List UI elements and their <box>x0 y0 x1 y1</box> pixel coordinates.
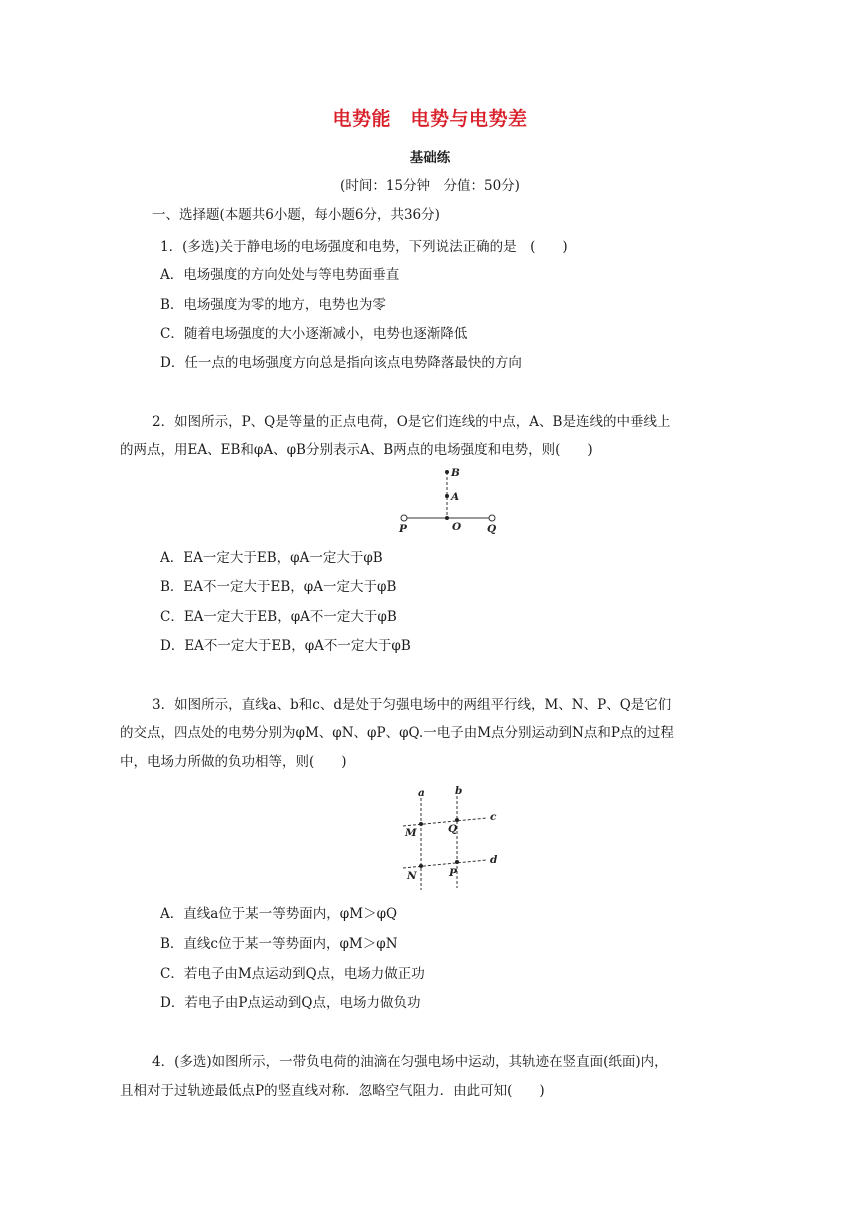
section-heading: 一、选择题(本题共6小题，每小题6分，共36分) <box>152 207 440 223</box>
label-q: Q <box>487 523 497 535</box>
point-o <box>445 516 449 520</box>
q2-stem-line1: 2．如图所示，P、Q是等量的正点电荷，O是它们连线的中点，A、B是连线的中垂线上 <box>152 414 671 430</box>
q2-figure <box>390 462 510 538</box>
q3-option-a: A．直线a位于某一等势面内，φM＞φQ <box>160 906 398 922</box>
q3-stem-line1: 3．如图所示，直线a、b和c、d是处于匀强电场中的两组平行线，M、N、P、Q是它们 <box>152 697 672 713</box>
q2-option-c: C．EA一定大于EB，φA不一定大于φB <box>160 609 397 625</box>
q2-option-a: A．EA一定大于EB，φA一定大于φB <box>160 550 383 566</box>
q3-option-d: D．若电子由P点运动到Q点，电场力做负功 <box>160 995 421 1011</box>
charge-p <box>401 515 407 521</box>
q3-stem-line2: 的交点，四点处的电势分别为φM、φN、φP、φQ.一电子由M点分别运动到N点和P点的过程 <box>120 725 674 741</box>
point-b <box>445 470 449 474</box>
q1-option-d: D．任一点的电场强度方向总是指向该点电势降落最快的方向 <box>160 355 522 371</box>
time-score-info: (时间：15分钟 分值：50分) <box>340 178 520 194</box>
label-b: B <box>451 467 460 479</box>
point-q <box>455 818 459 822</box>
label-n: N <box>407 870 417 882</box>
q3-figure <box>395 784 505 892</box>
q2-stem-line2: 的两点，用EA、EB和φA、φB分别表示A、B两点的电场强度和电势，则( ) <box>120 442 593 458</box>
label-q: Q <box>448 823 458 835</box>
q4-stem-line2: 且相对于过轨迹最低点P的竖直线对称．忽略空气阻力．由此可知( ) <box>120 1083 545 1099</box>
line-c <box>403 818 487 826</box>
page-subtitle: 基础练 <box>409 150 451 166</box>
q1-option-b: B．电场强度为零的地方，电势也为零 <box>160 297 386 313</box>
charge-q <box>489 515 495 521</box>
q4-stem-line1: 4．(多选)如图所示，一带负电荷的油滴在匀强电场中运动，其轨迹在竖直面(纸面)内， <box>152 1054 668 1070</box>
point-m <box>419 822 423 826</box>
label-line-b: b <box>455 785 463 797</box>
q3-option-b: B．直线c位于某一等势面内，φM＞φN <box>160 936 398 952</box>
label-line-d: d <box>490 854 498 866</box>
q3-option-c: C．若电子由M点运动到Q点，电场力做正功 <box>160 966 425 982</box>
q1-stem: 1．(多选)关于静电场的电场强度和电势，下列说法正确的是 ( ) <box>160 239 568 255</box>
q2-option-b: B．EA不一定大于EB，φA一定大于φB <box>160 579 397 595</box>
label-a: A <box>451 491 460 503</box>
q2-option-d: D．EA不一定大于EB，φA不一定大于φB <box>160 638 411 654</box>
label-m: M <box>405 827 417 839</box>
q1-option-c: C．随着电场强度的大小逐渐减小，电势也逐渐降低 <box>160 326 468 342</box>
point-a <box>445 494 449 498</box>
point-n <box>419 864 423 868</box>
q3-stem-line3: 中，电场力所做的负功相等，则( ) <box>120 754 347 770</box>
label-o: O <box>452 521 462 533</box>
page-title: 电势能 电势与电势差 <box>332 108 528 130</box>
q1-option-a: A．电场强度的方向处处与等电势面垂直 <box>160 267 400 283</box>
label-line-c: c <box>490 811 497 823</box>
line-d <box>403 860 487 868</box>
label-p: P <box>399 523 407 535</box>
label-p: P <box>449 867 457 879</box>
point-p <box>455 860 459 864</box>
label-line-a: a <box>418 787 425 799</box>
